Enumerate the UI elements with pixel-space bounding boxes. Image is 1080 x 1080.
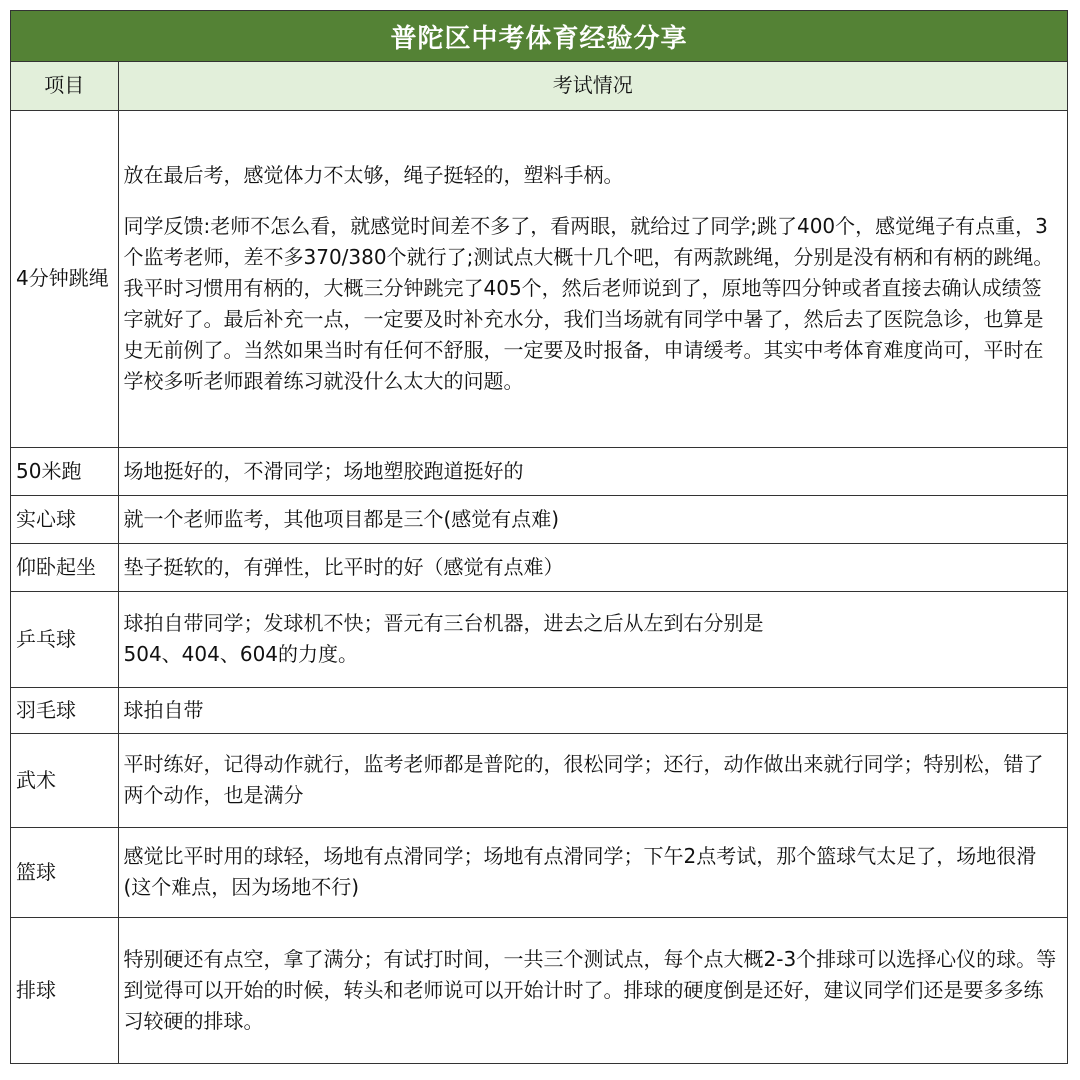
desc-line-2: 504、404、604的力度。: [123, 642, 359, 666]
table-header-row: [11, 62, 1067, 110]
item-cell: 篮球: [11, 827, 118, 917]
item-cell: 武术: [11, 733, 118, 827]
item-cell: 排球: [11, 917, 118, 1063]
desc-cell: [118, 591, 1067, 687]
item-cell: 4分钟跳绳: [11, 110, 118, 447]
desc-cell: 特别硬还有点空，拿了满分；有试打时间，一共三个测试点，每个点大概2-3个排球可以选择心仪的球。等到觉得可以开始的时候，转头和老师说可以开始计时了。排球的硬度倒是还好，建议同学们还是要多多练习较硬的排球。: [118, 917, 1067, 1063]
desc-paragraph-1: 放在最后考，感觉体力不太够，绳子挺轻的，塑料手柄。: [123, 163, 624, 187]
desc-cell: [118, 110, 1067, 447]
experience-table: [11, 62, 1067, 1063]
desc-cell: 场地挺好的，不滑同学；场地塑胶跑道挺好的: [118, 447, 1067, 495]
table-row-basketball: [11, 827, 1067, 917]
table-row-medicine-ball: [11, 495, 1067, 543]
item-cell: 仰卧起坐: [11, 543, 118, 591]
desc-cell: 平时练好，记得动作就行，监考老师都是普陀的，很松同学；还行，动作做出来就行同学；特别松，错了两个动作，也是满分: [118, 733, 1067, 827]
table-row-martial-arts: [11, 733, 1067, 827]
table-row-table-tennis: [11, 591, 1067, 687]
desc-cell: 垫子挺软的，有弹性，比平时的好（感觉有点难）: [118, 543, 1067, 591]
table-row-sit-ups: [11, 543, 1067, 591]
desc-line-1: 球拍自带同学；发球机不快；晋元有三台机器，进去之后从左到右分别是: [123, 611, 764, 635]
item-cell: 羽毛球: [11, 687, 118, 733]
item-cell: 50米跑: [11, 447, 118, 495]
header-item: 项目: [11, 62, 118, 110]
experience-table-sheet: [10, 10, 1068, 1064]
item-cell: 乒乓球: [11, 591, 118, 687]
table-row-rope-skipping: [11, 110, 1067, 447]
table-row-volleyball: [11, 917, 1067, 1063]
header-exam-situation: 考试情况: [118, 62, 1067, 110]
table-row-50m-run: [11, 447, 1067, 495]
desc-cell: 就一个老师监考，其他项目都是三个(感觉有点难): [118, 495, 1067, 543]
desc-paragraph-2: 同学反馈:老师不怎么看，就感觉时间差不多了，看两眼，就给过了同学;跳了400个，感觉绳子有点重，3个监考老师，差不多370/380个就行了;测试点大概十几个吧，有两款跳绳，分别是没有柄和有柄的跳绳。我平时习惯用有柄的，大概三分钟跳完了405个，然后老师说到了，原地等四分钟或者直接去确认成绩签字就好了。最后补充一点，一定要及时补充水分，我们当场就有同学中暑了，然后去了医院急诊，也算是史无前例了。当然如果当时有任何不舒服，一定要及时报备，申请缓考。其实中考体育难度尚可，平时在学校多听老师跟着练习就没什么太大的问题。: [123, 214, 1054, 393]
table-title: 普陀区中考体育经验分享: [11, 11, 1067, 62]
desc-cell: 感觉比平时用的球轻，场地有点滑同学；场地有点滑同学；下午2点考试，那个篮球气太足了，场地很滑(这个难点，因为场地不行): [118, 827, 1067, 917]
item-cell: 实心球: [11, 495, 118, 543]
desc-cell: 球拍自带: [118, 687, 1067, 733]
table-row-badminton: [11, 687, 1067, 733]
